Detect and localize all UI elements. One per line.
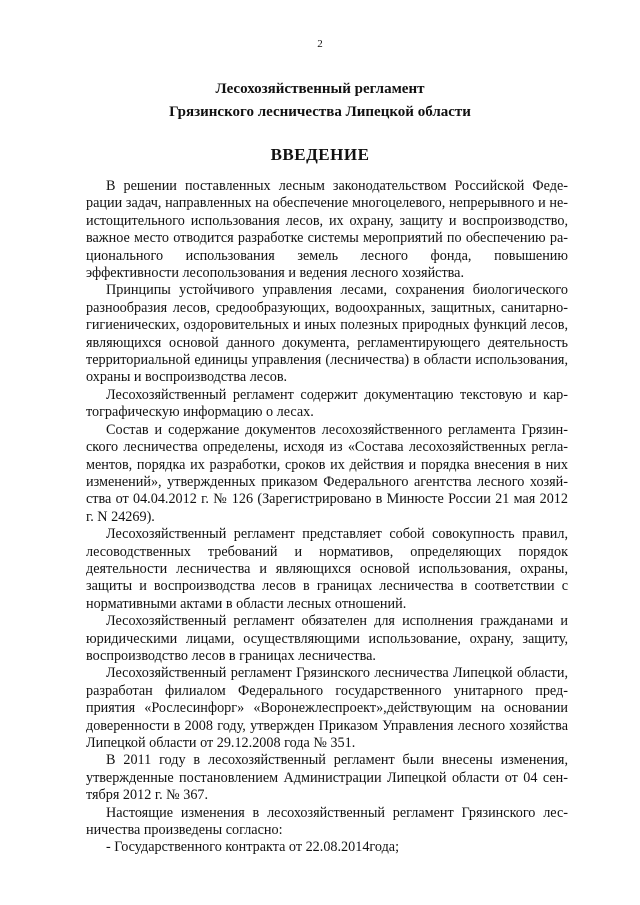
- paragraph: Лесохозяйственный регламент представляет собой совокупность правил, лесоводственных требований и нормативов, определяющих порядок деятельности лесничества и являющихся основой использования, охраны, защиты и воспроизводства лесов в границах лесничества в соответствии с нормативными актами в области лесных отношений.: [86, 526, 568, 612]
- paragraph: Состав и содержание документов лесохозяйственного регламента Грязинского лесничества определены, исходя из «Состава лесохозяйственных регламентов, порядка их разработки, сроков их действия и порядка внесения в них изменений», утвержденных приказом Федерального агентства лесного хозяйства от 04.04.2012 г. № 126 (Зарегистрировано в Минюсте России 21 мая 2012 г. N 24269).: [86, 421, 568, 525]
- paragraph: Лесохозяйственный регламент обязателен для исполнения гражданами и юридическими лицами, осуществляющими использование, охрану, защиту, воспроизводство лесов в границах лесничества.: [86, 613, 568, 664]
- paragraph: Лесохозяйственный регламент Грязинского лесничества Липецкой области, разработан филиалом Федерального государственного унитарного предприятия «Рослесинфорг» «Воронежлеспроект»,действующим на основании доверенности в 2008 году, утвержден Приказом Управления лесного хозяйства Липецкой области от 29.12.2008 года № 351.: [86, 665, 568, 751]
- section-heading: ВВЕДЕНИЕ: [270, 145, 370, 164]
- paragraph: Настоящие изменения в лесохозяйственный регламент Грязинского лесничества произведены согласно:: [86, 804, 568, 839]
- document-title: [0, 78, 640, 124]
- document-title-line-1: Лесохозяйственный регламент: [215, 81, 425, 97]
- document-title-line-2: Грязинского лесничества Липецкой области: [169, 104, 471, 120]
- page-number: 2: [317, 38, 323, 50]
- paragraph: Принципы устойчивого управления лесами, сохранения биологического разнообразия лесов, средообразующих, водоохранных, защитных, санитарно-гигиенических, оздоровительных и иных полезных природных функций лесов, являющихся основой данного документа, регламентирующего деятельность территориальной единицы управления (лесничества) в области использования, охраны и воспроизводства лесов.: [86, 282, 568, 386]
- paragraph: В 2011 году в лесохозяйственный регламент были внесены изменения, утвержденные постановлением Администрации Липецкой области от 04 сентября 2012 г. № 367.: [86, 752, 568, 804]
- paragraph: Лесохозяйственный регламент содержит документацию текстовую и картографическую информацию о лесах.: [86, 386, 568, 421]
- paragraph: - Государственного контракта от 22.08.2014года;: [106, 839, 400, 856]
- paragraph: В решении поставленных лесным законодательством Российской Федерации задач, направленных на обеспечение многоцелевого, непрерывного и неистощительного использования лесов, их охрану, защиту и воспроизводство, важное место отводится разработке системы мероприятий по обеспечению рационального использования земель лесного фонда, повышению эффективности лесопользования и ведения лесного хозяйства.: [86, 178, 568, 282]
- body-text: [86, 178, 568, 857]
